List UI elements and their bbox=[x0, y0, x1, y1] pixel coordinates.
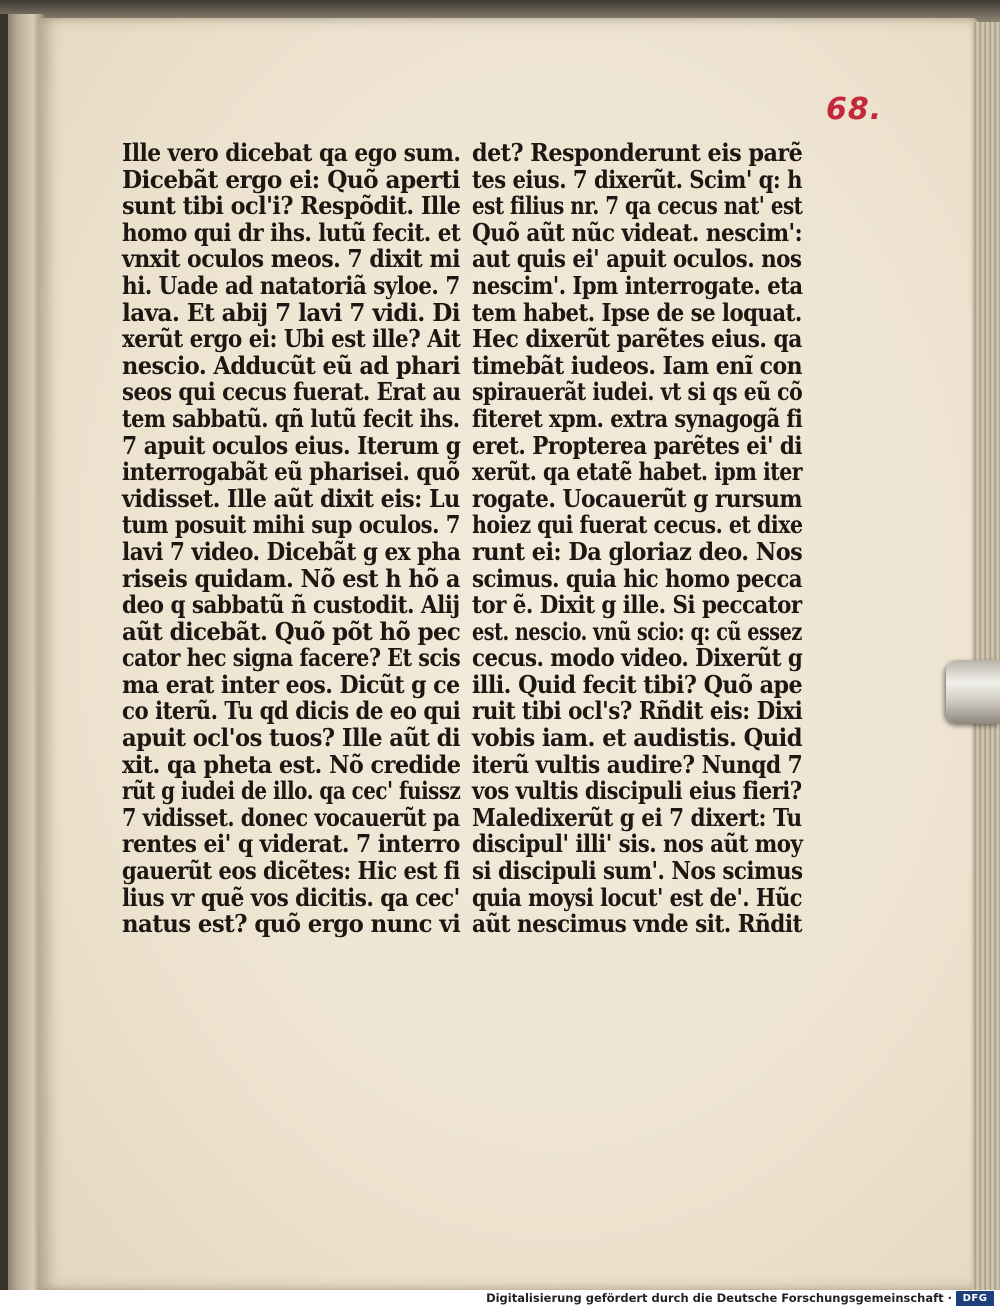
text-line: Quõ aũt nũc videat. nescim': bbox=[472, 217, 803, 247]
footer-bar bbox=[0, 1290, 1000, 1308]
text-line: lava. Et abij 7 lavi 7 vidi. Di bbox=[122, 297, 460, 327]
text-line: discipul' illi' sis. nos aũt moy bbox=[472, 829, 803, 859]
text-line: aut quis ei' apuit oculos. nos bbox=[472, 244, 802, 274]
text-line: iterũ vultis audire? Nunqd 7 bbox=[472, 749, 803, 779]
text-line: vos vultis discipuli eius fieri? bbox=[472, 776, 802, 806]
text-line: timebãt iudeos. Iam enĩ con bbox=[472, 350, 803, 380]
text-line: riseis quidam. Nõ est h hõ a bbox=[122, 563, 460, 593]
text-line: Hec dixerũt parẽtes eius. qa bbox=[472, 324, 802, 354]
text-line: tes eius. 7 dixerũt. Scim' q: h bbox=[472, 164, 802, 194]
text-line: hi. Uade ad natatoriã syloe. 7 bbox=[122, 270, 460, 300]
text-line: seos qui cecus fuerat. Erat au bbox=[122, 377, 461, 407]
text-line: tum posuit mihi sup oculos. 7 bbox=[122, 510, 460, 540]
binding-left-edge bbox=[0, 14, 8, 1290]
text-line: est filius nr. 7 qa cecus nat' est bbox=[472, 191, 803, 221]
dfg-logo: DFG bbox=[956, 1291, 994, 1306]
text-line: nescim'. Ipm interrogate. eta bbox=[472, 270, 803, 300]
text-line: apuit ocl'os tuos? Ille aũt di bbox=[122, 723, 461, 753]
text-line: si discipuli sum'. Nos scimus bbox=[472, 856, 803, 886]
text-line: vnxit oculos meos. 7 dixit mi bbox=[122, 244, 461, 274]
text-column-right bbox=[472, 140, 802, 938]
text-line: 7 vidisset. donec vocauerũt pa bbox=[122, 802, 460, 832]
text-line: det? Responderunt eis parẽ bbox=[472, 138, 803, 167]
text-line: quia moysi locut' est de'. Hũc bbox=[472, 882, 803, 912]
text-line: tor ẽ. Dixit g ille. Si peccator bbox=[472, 590, 802, 620]
text-line: vidisset. Ille aũt dixit eis: Lu bbox=[122, 483, 460, 513]
text-line: aũt nescimus vnde sit. Rñdit bbox=[472, 909, 802, 939]
text-line: interrogabãt eũ pharisei. quõ bbox=[122, 457, 460, 487]
text-line: scimus. quia hic homo pecca bbox=[472, 563, 803, 593]
text-line: illi. Quid fecit tibi? Quõ ape bbox=[472, 669, 803, 699]
text-line: vobis iam. et audistis. Quid bbox=[472, 723, 802, 753]
text-line: ma erat inter eos. Dicũt g ce bbox=[122, 669, 460, 699]
text-line: eret. Propterea parẽtes ei' di bbox=[472, 430, 803, 460]
text-line: Ille vero dicebat qa ego sum. bbox=[122, 138, 461, 167]
text-line: runt ei: Da gloriaz deo. Nos bbox=[472, 536, 803, 566]
text-line: rogate. Uocauerũt g rursum bbox=[472, 483, 802, 513]
text-line: rentes ei' q viderat. 7 interro bbox=[122, 829, 460, 859]
text-line: fiteret xpm. extra synagogã fi bbox=[472, 403, 803, 433]
text-line: homo qui dr ihs. lutũ fecit. et bbox=[122, 217, 461, 247]
text-line: cator hec signa facere? Et scis bbox=[122, 643, 461, 673]
text-line: ruit tibi ocl's? Rñdit eis: Dixi bbox=[472, 696, 803, 726]
text-line: tem habet. Ipse de se loquat. bbox=[472, 297, 802, 327]
page-stack-edges bbox=[972, 22, 1000, 1290]
text-line: tem sabbatũ. qñ lutũ fecit ihs. bbox=[122, 403, 460, 433]
text-line: nescio. Adducũt eũ ad phari bbox=[122, 350, 461, 380]
text-line: sunt tibi ocl'i? Respõdit. Ille bbox=[122, 191, 461, 221]
text-column-left bbox=[122, 140, 460, 938]
text-line: aũt dicebãt. Quõ põt hõ pec bbox=[122, 616, 461, 646]
text-line: natus est? quõ ergo nunc vi bbox=[122, 909, 461, 939]
text-line: xerũt. qa etatẽ habet. ipm iter bbox=[472, 457, 803, 487]
text-line: hoiez qui fuerat cecus. et dixe bbox=[472, 510, 803, 540]
text-line: Dicebãt ergo ei: Quõ aperti bbox=[122, 164, 460, 194]
folio-number: 68. bbox=[826, 92, 883, 127]
text-line: xit. qa pheta est. Nõ credide bbox=[122, 749, 461, 779]
text-line: co iterũ. Tu qd dicis de eo qui bbox=[122, 696, 461, 726]
text-line: spirauerãt iudei. vt si qs eũ cõ bbox=[472, 377, 803, 407]
text-line: rũt g iudei de illo. qa cec' fuissz bbox=[122, 776, 461, 806]
text-line: 7 apuit oculos eius. Iterum g bbox=[122, 430, 461, 460]
clasp-icon bbox=[946, 660, 1000, 724]
funding-credit: Digitalisierung gefördert durch die Deutsche Forschungsgemeinschaft · bbox=[486, 1291, 952, 1305]
text-line: xerũt ergo ei: Ubi est ille? Ait bbox=[122, 324, 461, 354]
text-line: deo q sabbatũ ñ custodit. Alij bbox=[122, 590, 460, 620]
text-line: gauerũt eos dicẽtes: Hic est fi bbox=[122, 856, 460, 886]
text-line: lius vr quẽ vos dicitis. qa cec' bbox=[122, 882, 460, 912]
text-line: lavi 7 video. Dicebãt g ex pha bbox=[122, 536, 461, 566]
text-line: cecus. modo video. Dixerũt g bbox=[472, 643, 803, 673]
text-line: est. nescio. vnũ scio: q: cũ essez bbox=[472, 616, 802, 646]
text-line: Maledixerũt g ei 7 dixert: Tu bbox=[472, 802, 802, 832]
